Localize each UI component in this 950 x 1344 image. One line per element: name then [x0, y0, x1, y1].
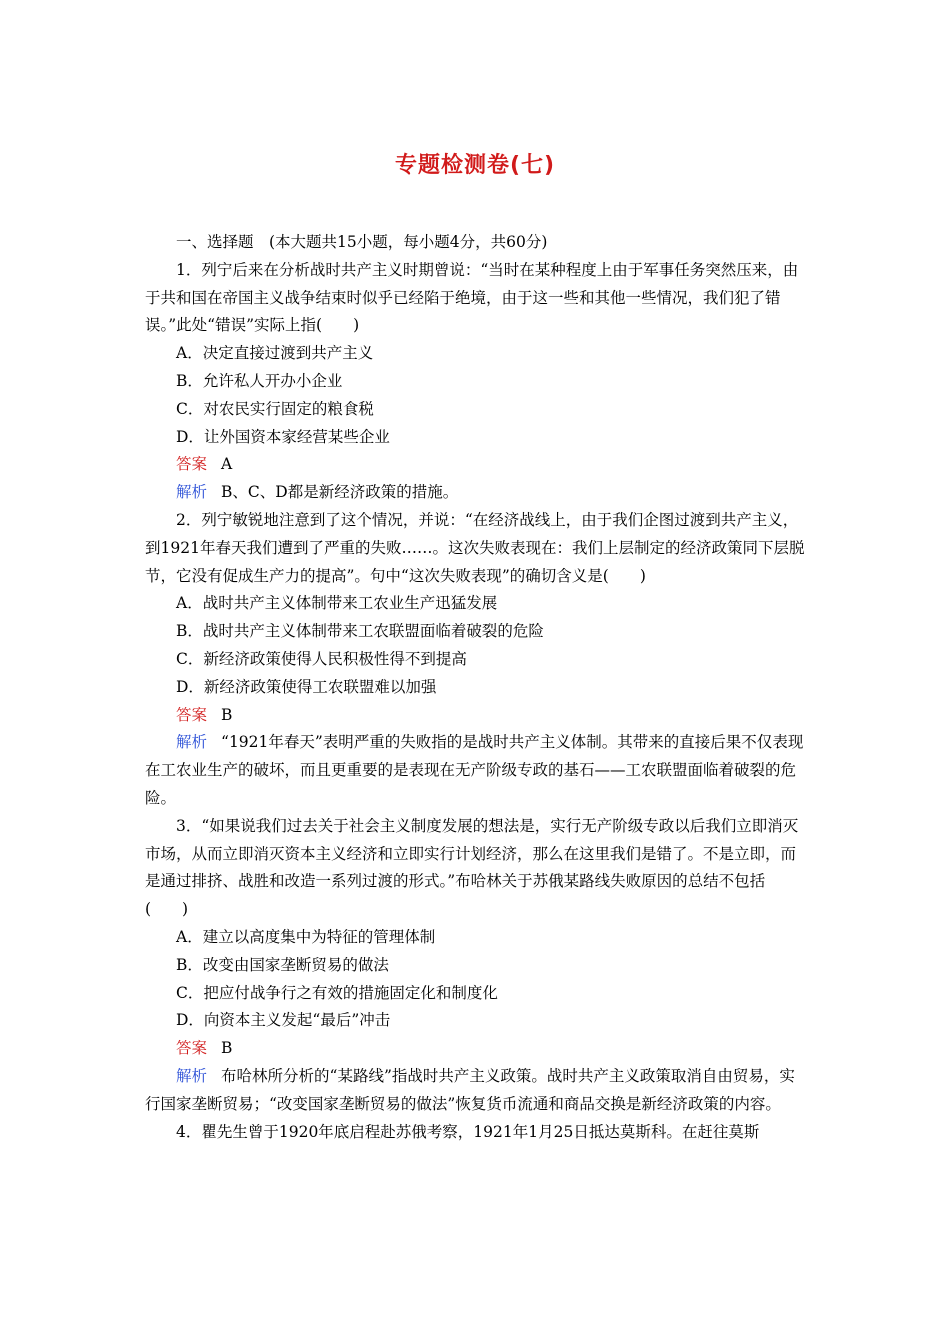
document-body	[145, 229, 807, 1146]
analysis-label: 解析	[176, 733, 208, 752]
question-4-stem: 4．瞿先生曾于1920年底启程赴苏俄考察，1921年1月25日抵达莫斯科。在赶往莫斯	[176, 1122, 760, 1141]
question-3-analysis	[145, 1063, 807, 1119]
question-3-stem: 3．“如果说我们过去关于社会主义制度发展的想法是，实行无产阶级专政以后我们立即消灭市场，从而立即消灭资本主义经济和立即实行计划经济，那么在这里我们是错了。不是立即，而是通过排挤、战胜和改造一系列过渡的形式。”布哈林关于苏俄某路线失败原因的总结不包括( )	[145, 816, 799, 919]
analysis-text: 布哈林所分析的“某路线”指战时共产主义政策。战时共产主义政策取消自由贸易，实行国家垄断贸易；“改变国家垄断贸易的做法”恢复货币流通和商品交换是新经济政策的内容。	[145, 1066, 795, 1113]
answer-value: B	[221, 705, 233, 724]
answer-label: 答案	[176, 455, 208, 474]
analysis-label: 解析	[176, 483, 208, 502]
analysis-text: “1921年春天”表明严重的失败指的是战时共产主义体制。其带来的直接后果不仅表现在工农业生产的破坏，而且更重要的是表现在无产阶级专政的基石——工农联盟面临着破裂的危险。	[145, 733, 804, 807]
question-3-option-a: A．建立以高度集中为特征的管理体制	[176, 927, 436, 946]
question-1-option-a: A．决定直接过渡到共产主义	[176, 344, 374, 363]
question-2-option-a: A．战时共产主义体制带来工农业生产迅猛发展	[176, 594, 498, 613]
section-heading: 一、选择题 (本大题共15小题，每小题4分，共60分)	[176, 233, 548, 251]
question-2-answer	[145, 702, 807, 730]
question-3-option-d: D．向资本主义发起“最后”冲击	[176, 1011, 391, 1030]
analysis-text: B、C、D都是新经济政策的措施。	[221, 483, 459, 502]
question-2-stem: 2．列宁敏锐地注意到了这个情况，并说：“在经济战线上，由于我们企图过渡到共产主义，到1921年春天我们遭到了严重的失败……。这次失败表现在：我们上层制定的经济政策同下层脱节，它没有促成生产力的提高”。句中“这次失败表现”的确切含义是( )	[145, 510, 805, 585]
answer-value: B	[221, 1039, 233, 1058]
page-title: 专题检测卷(七)	[394, 153, 556, 178]
question-1-stem: 1．列宁后来在分析战时共产主义时期曾说：“当时在某种程度上由于军事任务突然压来，由于共和国在帝国主义战争结束时似乎已经陷于绝境，由于这一些和其他一些情况，我们犯了错误。”此处“错误”实际上指( )	[145, 260, 799, 335]
question-3-option-c: C．把应付战争行之有效的措施固定化和制度化	[176, 983, 498, 1002]
answer-value: A	[221, 455, 233, 474]
question-1-option-c: C．对农民实行固定的粮食税	[176, 399, 374, 418]
question-1-option-d: D．让外国资本家经营某些企业	[176, 427, 390, 446]
question-1-answer	[145, 451, 807, 479]
question-3-option-b: B．改变由国家垄断贸易的做法	[176, 955, 389, 974]
question-1-analysis	[145, 479, 807, 507]
question-2-option-c: C．新经济政策使得人民积极性得不到提高	[176, 649, 467, 668]
question-2-option-b: B．战时共产主义体制带来工农联盟面临着破裂的危险	[176, 622, 544, 641]
question-1-option-b: B．允许私人开办小企业	[176, 371, 343, 390]
answer-label: 答案	[176, 705, 208, 724]
answer-label: 答案	[176, 1039, 208, 1058]
question-3-answer	[145, 1035, 807, 1063]
analysis-label: 解析	[176, 1066, 208, 1085]
question-2-option-d: D．新经济政策使得工农联盟难以加强	[176, 677, 437, 696]
question-2-analysis	[145, 729, 807, 812]
